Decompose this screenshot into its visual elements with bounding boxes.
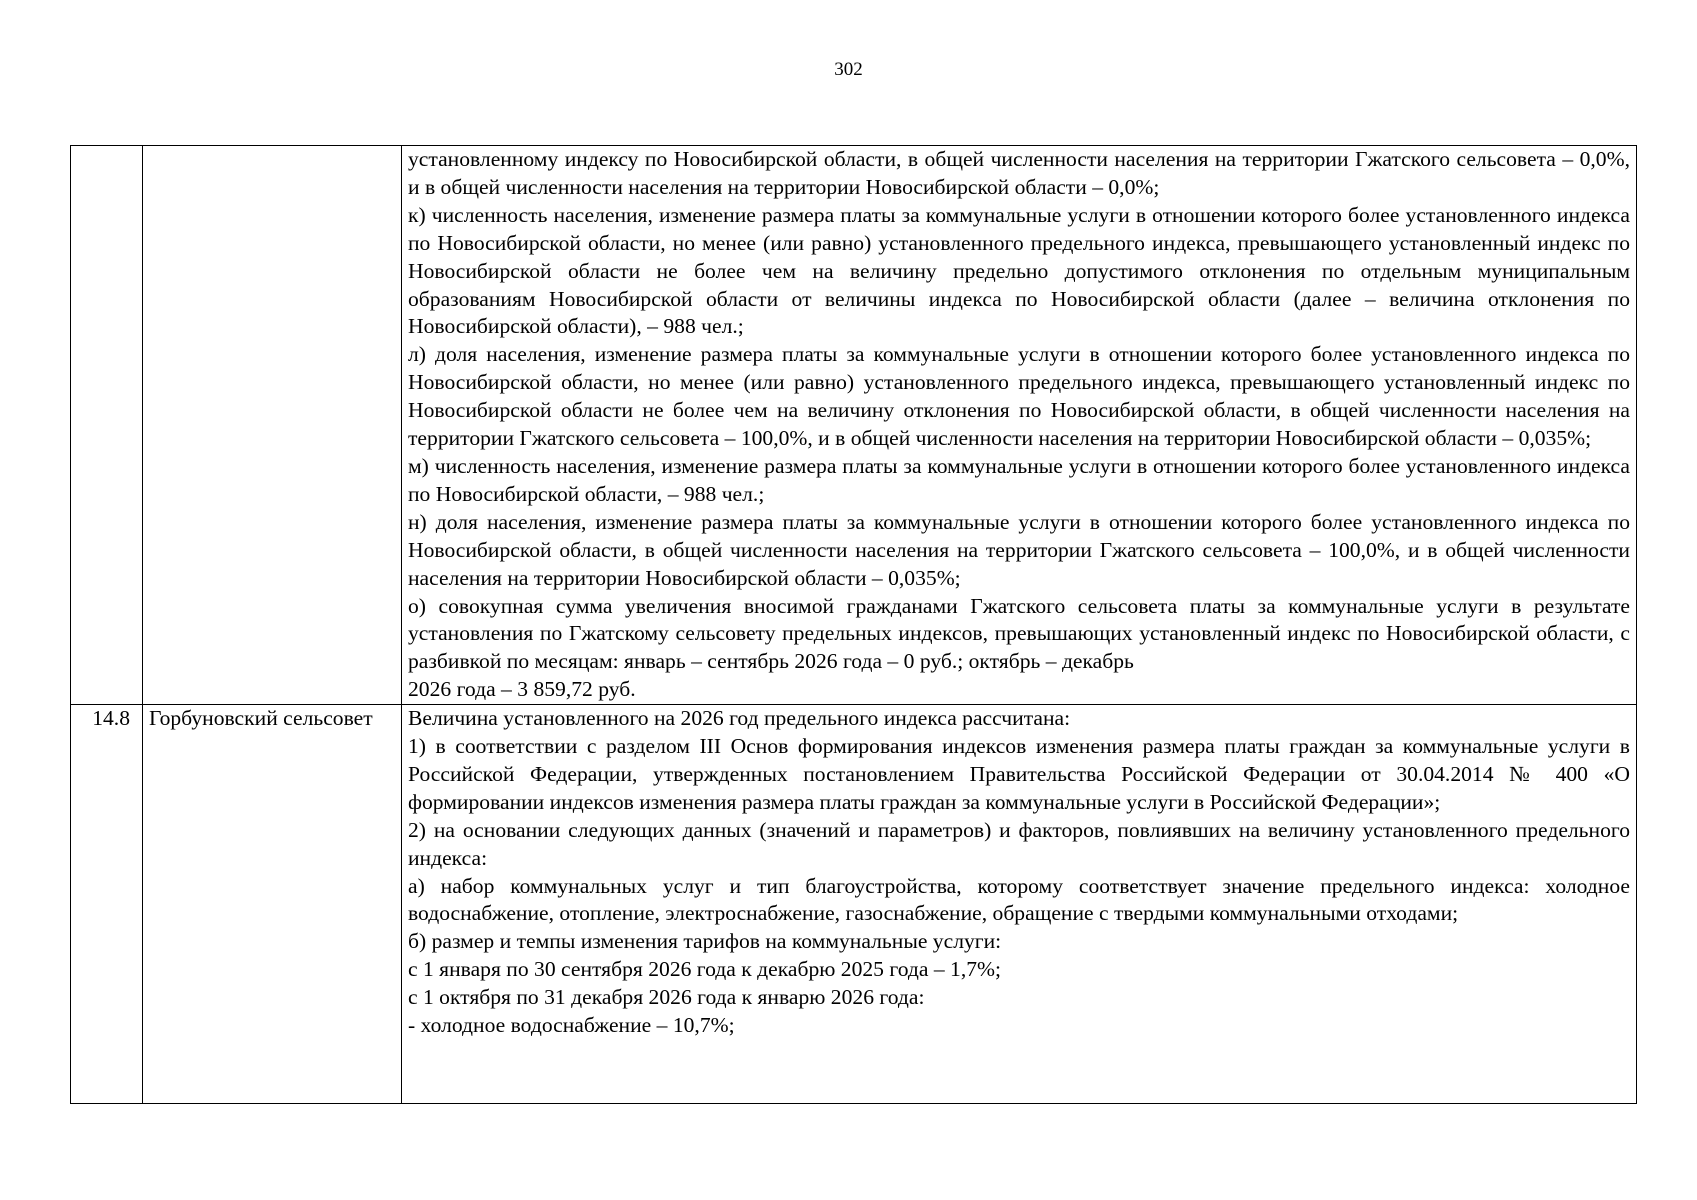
description-cell <box>402 146 1637 705</box>
table-row <box>71 705 1637 1104</box>
row-number-cell <box>71 146 143 705</box>
paragraph: б) размер и темпы изменения тарифов на коммунальные услуги: <box>408 929 1002 954</box>
paragraph: л) доля населения, изменение размера платы за коммунальные услуги в отношении которого более установленного индекса по Новосибирской области, но менее (или равно) установленного предельного индекса, превышающего установленный индекс по Новосибирской области не более чем на величину отклонения по Новосибирской области, в общей численности населения на территории Гжатского сельсовета – 100,0%, и в общей численности населения на территории Новосибирской области – 0,035%; <box>408 342 1630 451</box>
paragraph: - холодное водоснабжение – 10,7%; <box>408 1013 735 1038</box>
paragraph: 2026 года – 3 859,72 руб. <box>408 677 636 702</box>
row-number-cell: 14.8 <box>71 705 143 1104</box>
document-table <box>70 145 1637 1104</box>
table-row <box>71 146 1637 705</box>
page-number: 302 <box>834 59 863 80</box>
paragraph: а) набор коммунальных услуг и тип благоустройства, которому соответствует значение предельного индекса: холодное водоснабжение, отопление, электроснабжение, газоснабжение, обращение с твердыми коммунальными отходами; <box>408 873 1630 926</box>
paragraph: о) совокупная сумма увеличения вносимой гражданами Гжатского сельсовета платы за коммунальные услуги в результате установления по Гжатскому сельсовету предельных индексов, превышающих установленный индекс по Новосибирской области, с разбивкой по месяцам: январь – сентябрь 2026 года – 0 руб.; октябрь – декабрь <box>408 593 1630 674</box>
paragraph: с 1 января по 30 сентября 2026 года к декабрю 2025 года – 1,7%; <box>408 957 1002 982</box>
paragraph: с 1 октября по 31 декабря 2026 года к январю 2026 года: <box>408 985 925 1010</box>
description-cell <box>402 705 1637 1104</box>
paragraph: Величина установленного на 2026 год предельного индекса рассчитана: <box>408 706 1071 731</box>
paragraph: 1) в соответствии с разделом III Основ формирования индексов изменения размера платы граждан за коммунальные услуги в Российской Федерации, утвержденных постановлением Правительства Российской Федерации от 30.04.2014 № 400 «О формировании индексов изменения размера платы граждан за коммунальные услуги в Российской Федерации»; <box>408 734 1630 814</box>
municipality-name-cell: Горбуновский сельсовет <box>143 705 402 1104</box>
paragraph: 2) на основании следующих данных (значений и параметров) и факторов, повлиявших на величину установленного предельного индекса: <box>408 817 1630 870</box>
paragraph: м) численность населения, изменение размера платы за коммунальные услуги в отношении которого более установленного индекса по Новосибирской области, – 988 чел.; <box>408 453 1630 506</box>
municipality-name-cell <box>143 146 402 705</box>
paragraph: к) численность населения, изменение размера платы за коммунальные услуги в отношении которого более установленного индекса по Новосибирской области, но менее (или равно) установленного предельного индекса, превышающего установленный индекс по Новосибирской области не более чем на величину предельно допустимого отклонения по отдельным муниципальным образованиям Новосибирской области от величины индекса по Новосибирской области (далее – величина отклонения по Новосибирской области), – 988 чел.; <box>408 202 1630 339</box>
paragraph: установленному индексу по Новосибирской области, в общей численности населения на территории Гжатского сельсовета – 0,0%, и в общей численности населения на территории Новосибирской области – 0,0%; <box>408 147 1630 199</box>
paragraph: н) доля населения, изменение размера платы за коммунальные услуги в отношении которого более установленного индекса по Новосибирской области, в общей численности населения на территории Гжатского сельсовета – 100,0%, и в общей численности населения на территории Новосибирской области – 0,035%; <box>408 509 1630 590</box>
